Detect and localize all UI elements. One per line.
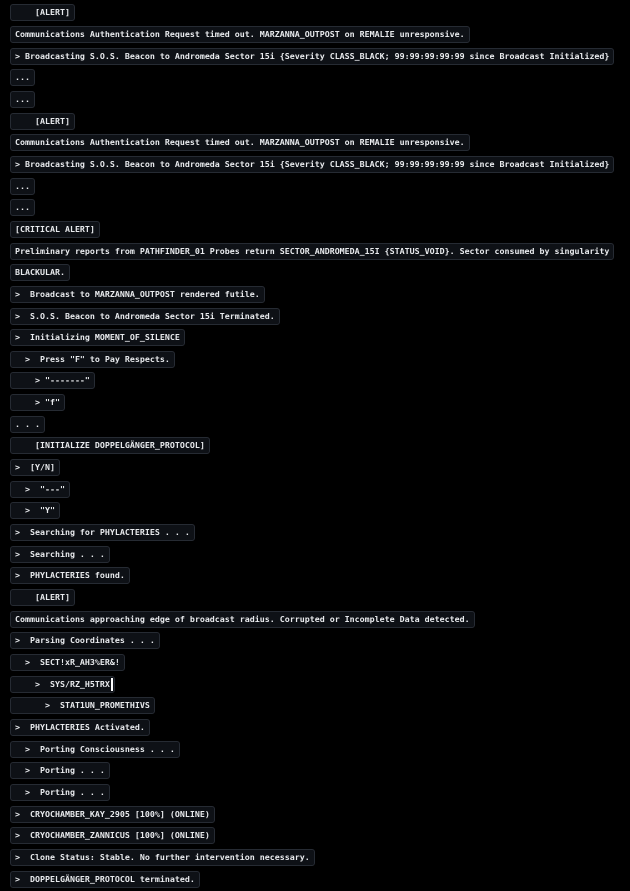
log-line-chip: > Initializing MOMENT_OF_SILENCE bbox=[10, 329, 185, 346]
log-line bbox=[10, 868, 622, 890]
log-line-chip: > Searching for PHYLACTERIES . . . bbox=[10, 524, 195, 541]
log-line bbox=[10, 478, 622, 500]
log-line bbox=[10, 45, 622, 67]
log-line bbox=[10, 392, 622, 414]
log-line-chip: > "---" bbox=[10, 481, 70, 498]
log-line-chip: Preliminary reports from PATHFINDER_01 Probes return SECTOR_ANDROMEDA_15I {STATUS_VOID}. Sector consumed by singularity bbox=[10, 243, 614, 260]
log-line-chip: > CRYOCHAMBER_KAY_2905 [100%] (ONLINE) bbox=[10, 806, 215, 823]
log-line bbox=[10, 457, 622, 479]
log-line-chip: > Press "F" to Pay Respects. bbox=[10, 351, 175, 368]
log-line bbox=[10, 349, 622, 371]
log-line-chip: ... bbox=[10, 91, 35, 108]
log-line-chip: > Searching . . . bbox=[10, 546, 110, 563]
log-line bbox=[10, 435, 622, 457]
log-line-chip: > SECT!xR_AH3%ER&! bbox=[10, 654, 125, 671]
log-line bbox=[10, 370, 622, 392]
log-line bbox=[10, 543, 622, 565]
log-line-chip: > Broadcasting S.O.S. Beacon to Andromeda Sector 15i {Severity CLASS_BLACK; 99:99:99:99:99 since Broadcast Initialized} bbox=[10, 48, 614, 65]
log-line-chip: > CRYOCHAMBER_ZANNICUS [100%] (ONLINE) bbox=[10, 827, 215, 844]
log-line-chip: > [Y/N] bbox=[10, 459, 60, 476]
log-line bbox=[10, 284, 622, 306]
log-line-chip: > Broadcasting S.O.S. Beacon to Andromeda Sector 15i {Severity CLASS_BLACK; 99:99:99:99:99 since Broadcast Initialized} bbox=[10, 156, 614, 173]
text-cursor bbox=[111, 678, 113, 691]
log-line bbox=[10, 2, 622, 24]
log-line bbox=[10, 695, 622, 717]
log-line-chip: > "f" bbox=[10, 394, 65, 411]
log-line-chip: [INITIALIZE DOPPELGÄNGER_PROTOCOL] bbox=[10, 437, 210, 454]
log-line bbox=[10, 803, 622, 825]
log-line bbox=[10, 522, 622, 544]
log-line-chip: ... bbox=[10, 178, 35, 195]
log-line bbox=[10, 760, 622, 782]
log-line-chip: ... bbox=[10, 199, 35, 216]
log-line-chip: > PHYLACTERIES found. bbox=[10, 567, 130, 584]
log-line-chip: > PHYLACTERIES Activated. bbox=[10, 719, 150, 736]
log-line bbox=[10, 413, 622, 435]
log-line-chip: > Porting . . . bbox=[10, 784, 110, 801]
log-line-chip: > Porting Consciousness . . . bbox=[10, 741, 180, 758]
log-line bbox=[10, 175, 622, 197]
log-line bbox=[10, 717, 622, 739]
log-line bbox=[10, 305, 622, 327]
log-line bbox=[10, 67, 622, 89]
log-line-chip: > Porting . . . bbox=[10, 762, 110, 779]
log-line bbox=[10, 132, 622, 154]
log-line-chip: > "-------" bbox=[10, 372, 95, 389]
log-line-chip: > Clone Status: Stable. No further intervention necessary. bbox=[10, 849, 315, 866]
log-line bbox=[10, 673, 622, 695]
log-line bbox=[10, 565, 622, 587]
log-line bbox=[10, 500, 622, 522]
log-line-chip: [ALERT] bbox=[10, 589, 75, 606]
log-line bbox=[10, 782, 622, 804]
log-line bbox=[10, 652, 622, 674]
log-line bbox=[10, 825, 622, 847]
log-line-chip: Communications Authentication Request timed out. MARZANNA_OUTPOST on REMALIE unresponsive. bbox=[10, 134, 470, 151]
log-line bbox=[10, 630, 622, 652]
log-line bbox=[10, 262, 622, 284]
log-line-chip: Communications Authentication Request timed out. MARZANNA_OUTPOST on REMALIE unresponsive. bbox=[10, 26, 470, 43]
log-line bbox=[10, 847, 622, 869]
log-line bbox=[10, 738, 622, 760]
log-line bbox=[10, 219, 622, 241]
log-line-chip: > STAT1UN_PROMETHIVS bbox=[10, 697, 155, 714]
log-line-chip: > DOPPELGÄNGER_PROTOCOL terminated. bbox=[10, 871, 200, 888]
log-line bbox=[10, 587, 622, 609]
log-line bbox=[10, 24, 622, 46]
log-line-chip: [ALERT] bbox=[10, 4, 75, 21]
log-line bbox=[10, 197, 622, 219]
log-line-chip: > SYS/RZ_H5TRX bbox=[10, 676, 115, 693]
log-line bbox=[10, 89, 622, 111]
log-line bbox=[10, 608, 622, 630]
log-line-chip: [ALERT] bbox=[10, 113, 75, 130]
log-line bbox=[10, 110, 622, 132]
log-line-chip: BLACKULAR. bbox=[10, 264, 70, 281]
log-line-chip: . . . bbox=[10, 416, 45, 433]
log-line-chip: > S.O.S. Beacon to Andromeda Sector 15i Terminated. bbox=[10, 308, 280, 325]
log-line-chip: Communications approaching edge of broadcast radius. Corrupted or Incomplete Data detected. bbox=[10, 611, 475, 628]
log-line bbox=[10, 240, 622, 262]
log-line-chip: [CRITICAL ALERT] bbox=[10, 221, 100, 238]
log-line bbox=[10, 327, 622, 349]
log-line bbox=[10, 154, 622, 176]
log-line-chip: > Parsing Coordinates . . . bbox=[10, 632, 160, 649]
log-line-chip: ... bbox=[10, 69, 35, 86]
log-line-chip: > Broadcast to MARZANNA_OUTPOST rendered futile. bbox=[10, 286, 265, 303]
log-line-chip: > "Y" bbox=[10, 502, 60, 519]
